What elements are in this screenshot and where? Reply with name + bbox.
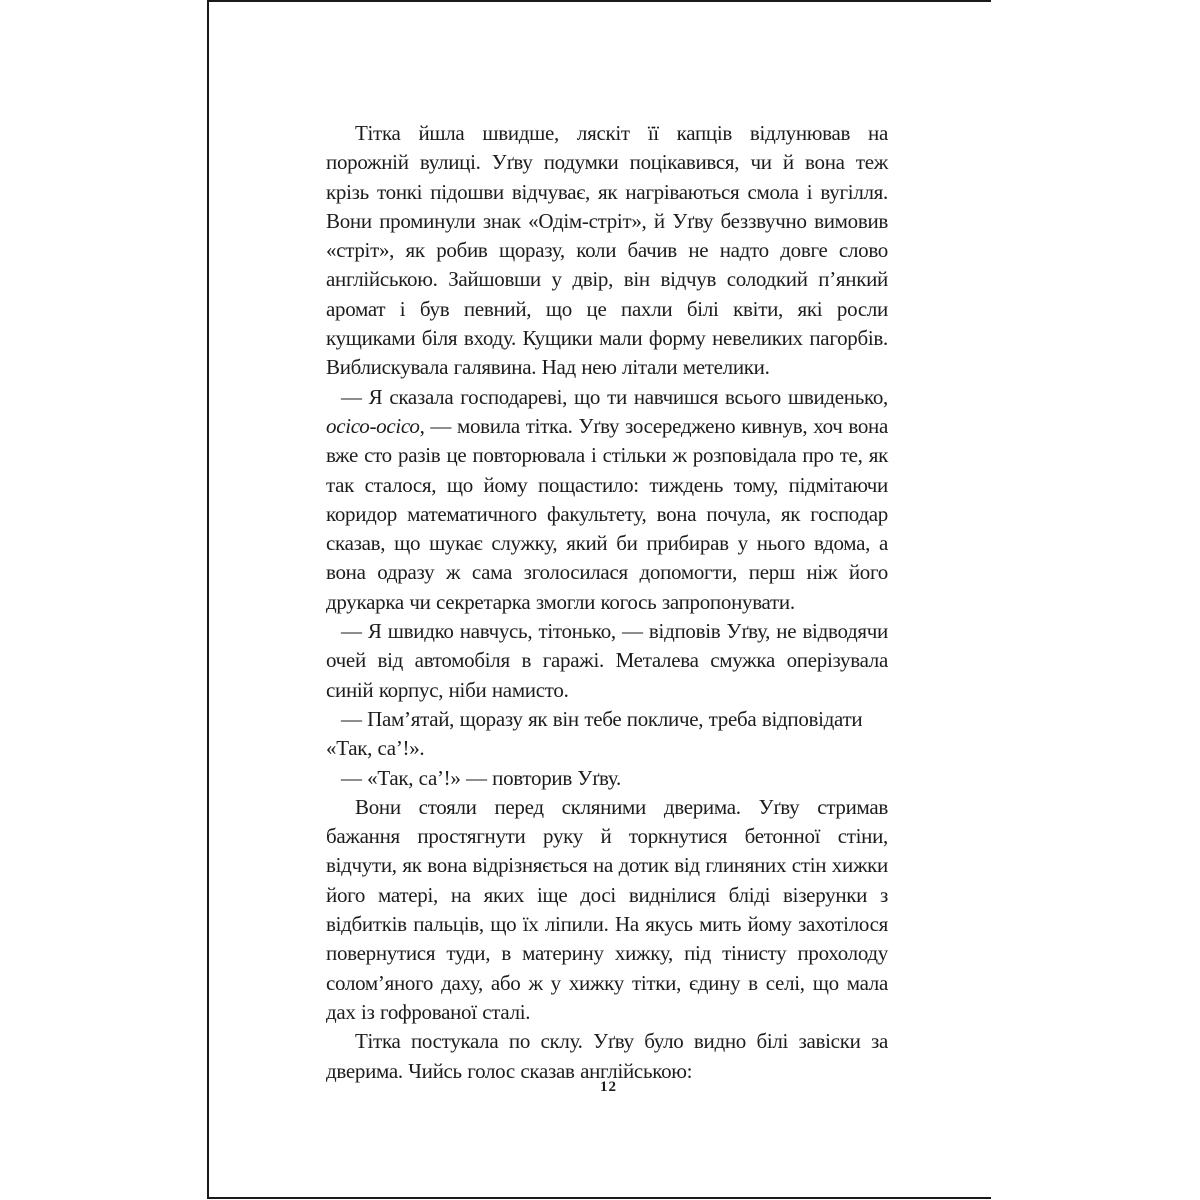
paragraph (326, 383, 888, 617)
paragraph: Вони стояли перед скляними дверима. Уґву стримав бажання простягнути руку й торкнутися бетонної стіни, відчути, як вона відрізняється на дотик від глиняних стін хижки його матері, на яких іще досі виднілися бліді візерунки з відбитків пальців, що їх ліпили. На якусь мить йому захотілося повернутися туди, в материну хижку, під тінисту прохолоду солом’яного даху, або ж у хижку тітки, єдину в селі, що мала дах із гофрованої сталі. (326, 794, 888, 1024)
paragraph-text: , — мовила тітка. Уґву зосереджено кивнув, хоч вона вже сто разів це повторювала і стільки ж розповідала про те, як так сталося, що йому пощастило: тиждень тому, підмітаючи коридор математичного факультету, вона почула, як господар сказав, що шукає служку, який би прибирав у нього вдома, а вона одразу ж сама зголосилася допомогти, перш ніж його друкарка чи секретарка змогли когось запропонувати. (326, 413, 888, 614)
paragraph: Тітка йшла швидше, ляскіт її капців відлунював на порожній вулиці. Уґву подумки поцікавився, чи й вона теж крізь тонкі підошви відчуває, як нагріваються смола і вугілля. Вони проминули знак «Одім-стріт», й Уґву беззвучно вимовив «стріт», як робив щоразу, коли бачив не надто довге слово англійською. Зайшовши у двір, він відчув солодкий п’янкий аромат і був певний, що це пахли білі квіти, які росли кущиками біля входу. Кущики мали форму невеликих пагорбів. Виблискувала галявина. Над нею літали метелики. (326, 121, 888, 380)
paragraph: Тітка постукала по склу. Уґву було видно білі завіски за дверима. Чийсь голос сказав англійською: (326, 1029, 888, 1083)
body-text (326, 119, 888, 1086)
paragraph-text: — Я сказала господареві, що ти навчишся всього швиденько, (341, 384, 888, 409)
paragraph: — Я швидко навчусь, тітонько, — відповів Уґву, не відводячи очей від автомобіля в гаражі. Металева смужка оперізувала синій корпус, ніби намисто. (326, 619, 888, 702)
paragraph: — «Так, са’!» — повторив Уґву. (341, 765, 621, 790)
paragraph: — Пам’ятай, щоразу як він тебе покличе, треба відповідати (341, 706, 863, 731)
paragraph-continuation: «Так, са’!». (326, 736, 425, 761)
italic-phrase: осісо-осісо (326, 413, 420, 438)
page-number: 12 (600, 1079, 617, 1095)
